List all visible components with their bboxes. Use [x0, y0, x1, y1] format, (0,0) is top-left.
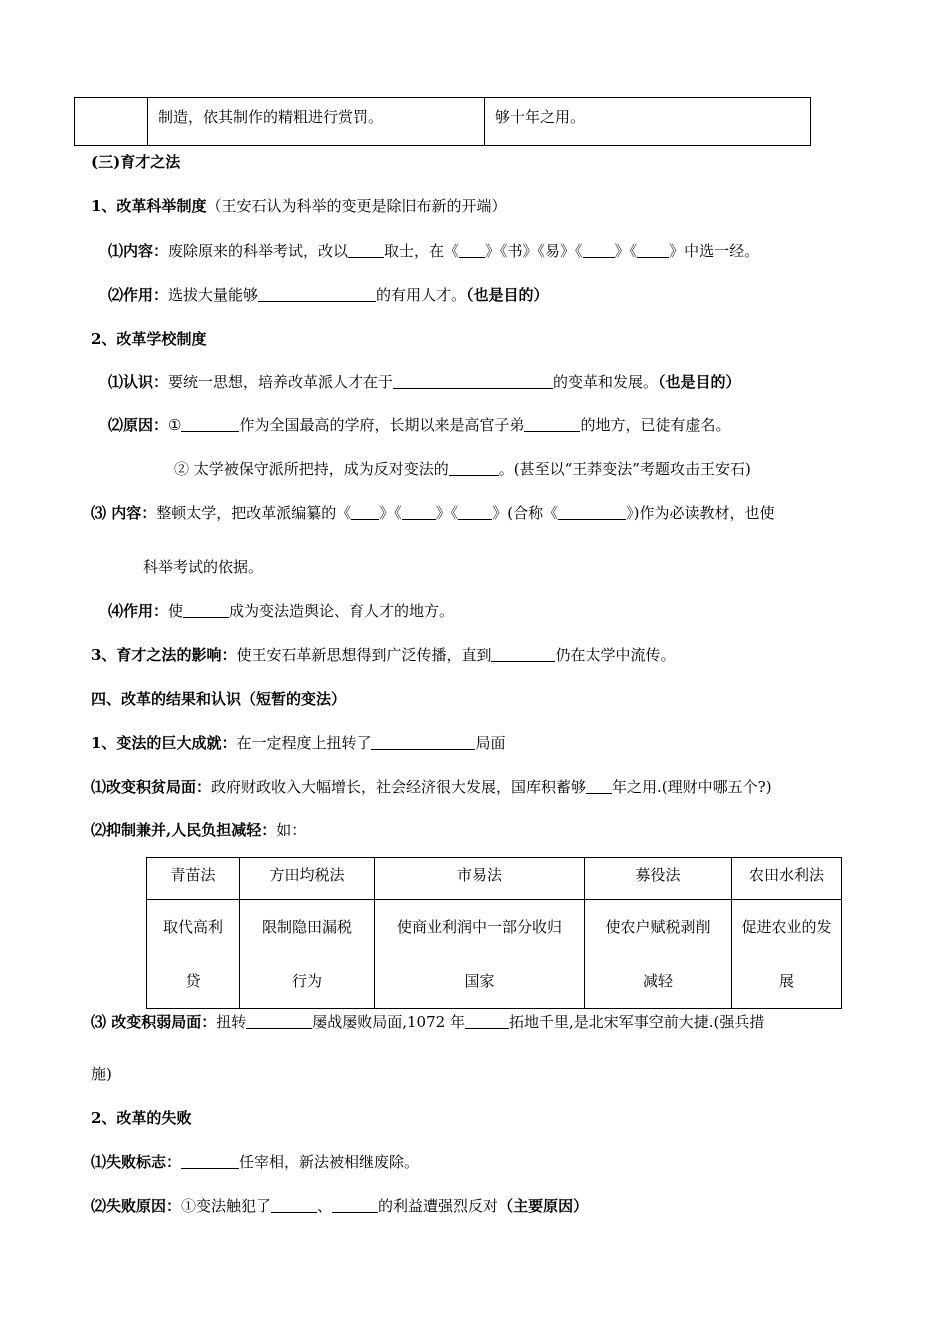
result-1: 1、变法的巨大成就：在一定程度上扭转了 局面: [91, 734, 506, 752]
reform-header-fangtian: 方田均税法: [240, 858, 375, 900]
section-3-title: (三)育才之法: [91, 153, 181, 171]
item-2-3: ⑶ 内容：整顿太学，把改革派编纂的《 》《 》《 》(合称《 》)作为必读教材，也使: [91, 504, 775, 522]
reform-cell-muyi: 使农户赋税剥削 减轻: [585, 900, 732, 1009]
top-table-text-2: 制造，依其制作的精粗进行赏罚。: [158, 108, 384, 126]
result-2-2: ⑵失败原因：①变法触犯了 、 的利益遭强烈反对（主要原因）: [91, 1197, 589, 1215]
reform-cell-nongtian: 促进农业的发 展: [732, 900, 842, 1009]
reform-header-nongtian: 农田水利法: [732, 858, 842, 900]
result-2-heading: 2、改革的失败: [91, 1109, 192, 1127]
item-1-2: ⑵作用：选拔大量能够 的有用人才。（也是目的）: [108, 286, 549, 304]
top-table-cell-2: [148, 98, 485, 146]
reform-header-muyi: 募役法: [585, 858, 732, 900]
item-2-1: ⑴认识：要统一思想，培养改革派人才在于 的变革和发展。（也是目的）: [108, 373, 741, 391]
reform-cell-qingmiao: 取代高利 贷: [147, 900, 240, 1009]
item-2-3-b: 科举考试的依据。: [143, 558, 264, 576]
top-table: [74, 97, 811, 146]
reform-cell-fangtian: 限制隐田漏税 行为: [240, 900, 375, 1009]
result-1-2: ⑵抑制兼并,人民负担减轻：如：: [91, 821, 307, 839]
top-table-cell-3: [485, 98, 811, 146]
result-1-1: ⑴改变积贫局面：政府财政收入大幅增长，社会经济很大发展，国库积蓄够 年之用.(理财中哪五个?): [91, 778, 772, 796]
reform-header-qingmiao: 青苗法: [147, 858, 240, 900]
top-table-cell-1: [75, 98, 148, 146]
item-2-2: ⑵原因：① 作为全国最高的学府，长期以来是高官子弟 的地方，已徒有虚名。: [108, 416, 731, 434]
reform-table: [146, 857, 842, 1009]
reform-header-shiyi: 市易法: [375, 858, 585, 900]
section-4-title: 四、改革的结果和认识（短暂的变法）: [91, 690, 347, 708]
result-1-3: ⑶ 改变积弱局面：扭转 屡战屡败局面,1072 年 拓地千里,是北宋军事空前大捷.(强兵措: [91, 1013, 765, 1031]
reform-cell-shiyi: 使商业利润中一部分收归 国家: [375, 900, 585, 1009]
item-3: 3、育才之法的影响：使王安石革新思想得到广泛传播，直到 仍在太学中流传。: [91, 646, 676, 664]
item-2-2-b: ② 太学被保守派所把持，成为反对变法的 。(甚至以“王莽变法”考题攻击王安石): [174, 460, 751, 478]
item-1-1: ⑴内容：废除原来的科举考试，改以 取士，在《 》《书》《易》《 》《 》中选一经。: [108, 242, 760, 260]
item-1-heading: 1、改革科举制度（王安石认为科举的变更是除旧布新的开端）: [91, 197, 507, 215]
item-2-heading: 2、改革学校制度: [91, 330, 207, 348]
result-2-1: ⑴失败标志： 任宰相，新法被相继废除。: [91, 1153, 420, 1171]
result-1-3-b: 施): [91, 1065, 112, 1083]
top-table-text-3: 够十年之用。: [495, 108, 586, 126]
item-2-4: ⑷作用：使 成为变法造舆论、育人才的地方。: [108, 602, 455, 620]
